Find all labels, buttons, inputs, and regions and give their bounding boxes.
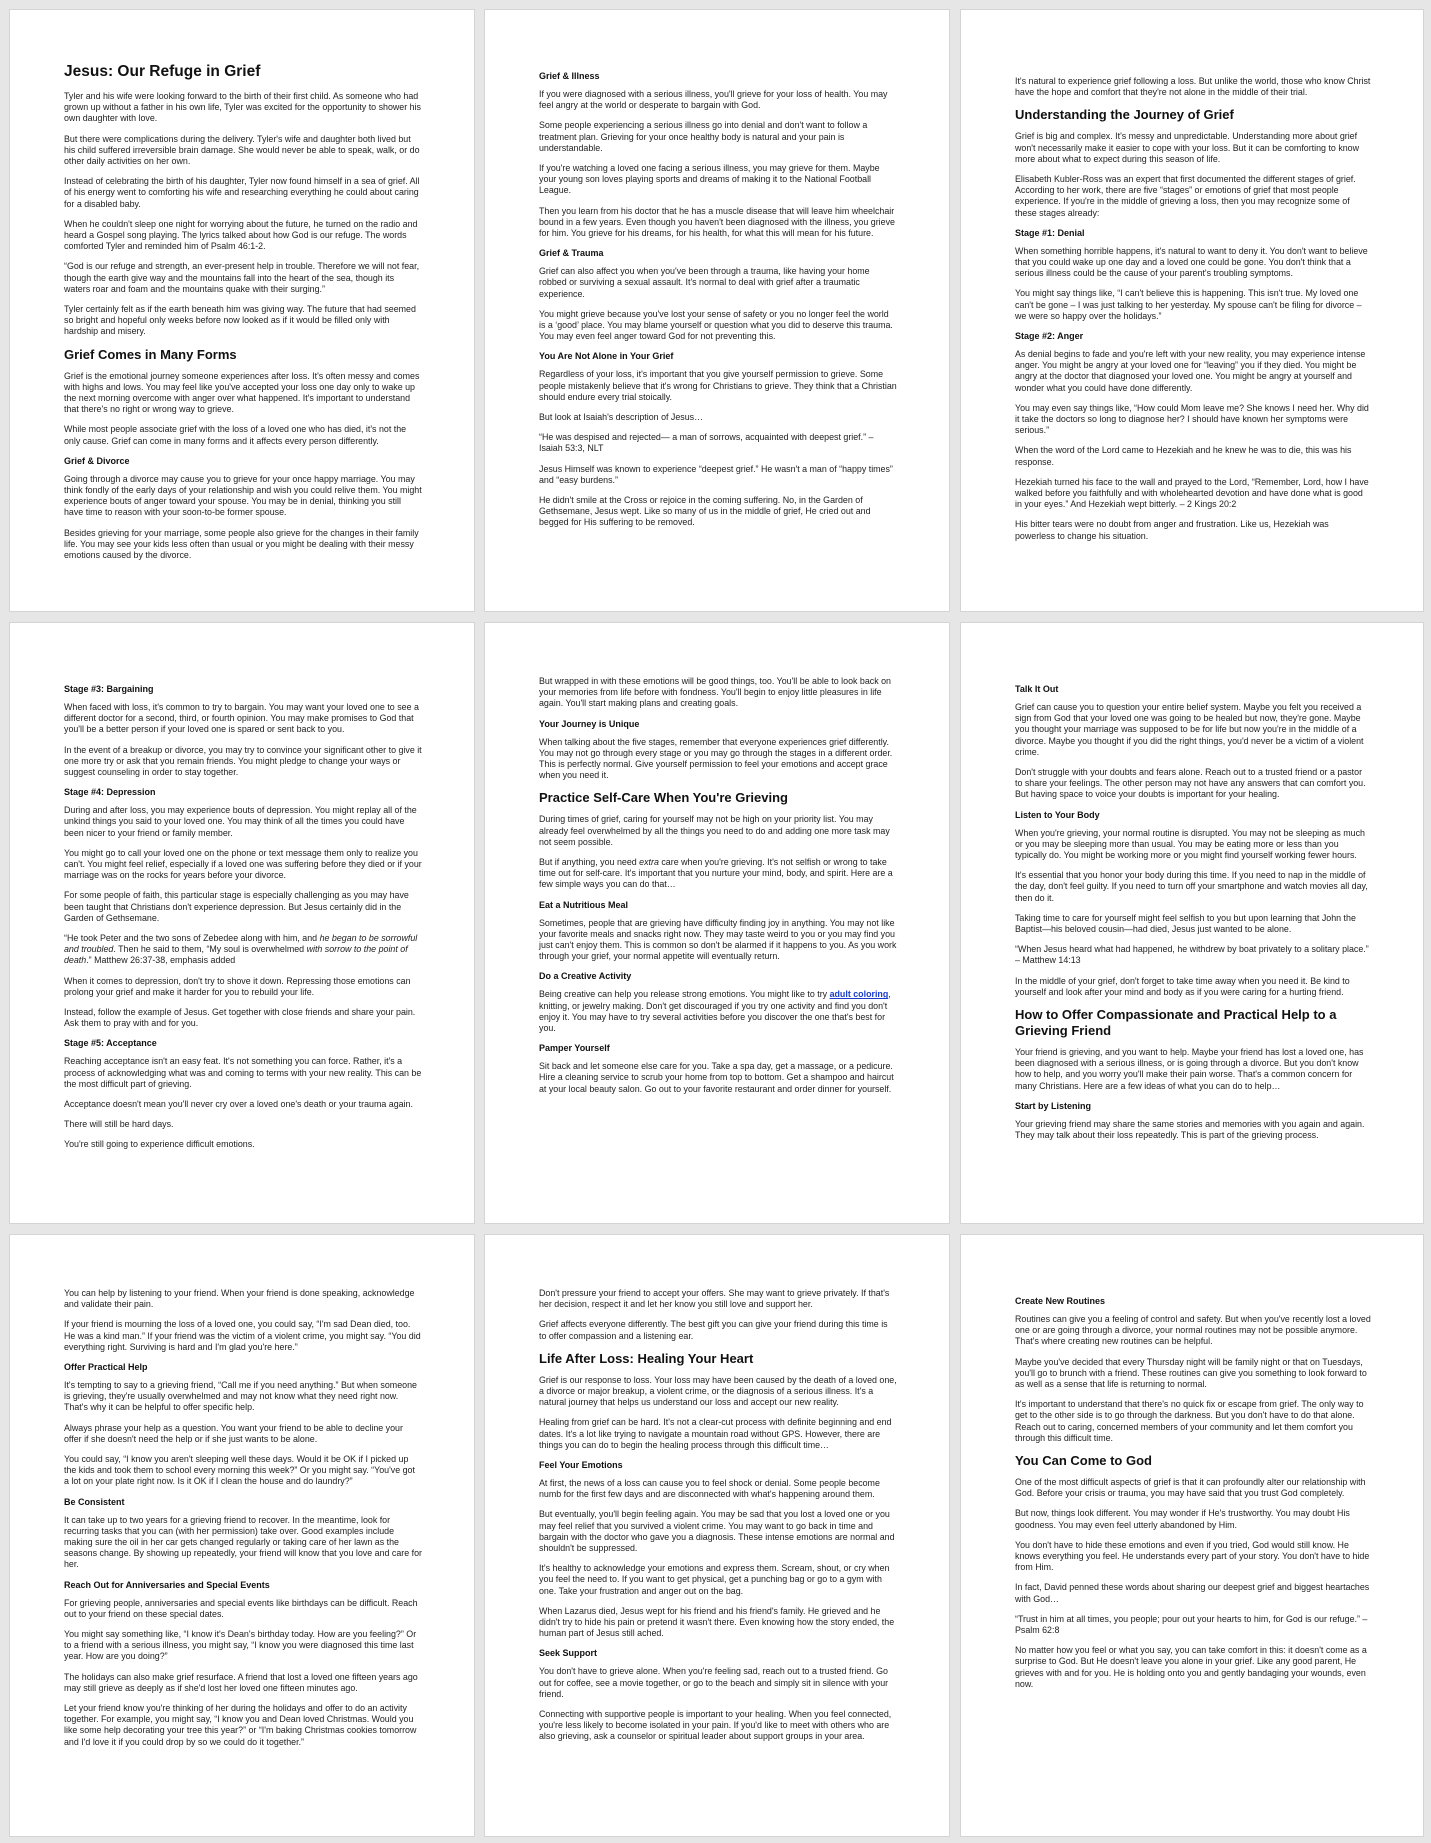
body-paragraph: Jesus Himself was known to experience “deepest grief.” He wasn't a man of “happy times” and “easy burdens.” <box>539 463 893 485</box>
subsection-heading: Your Journey is Unique <box>539 718 640 729</box>
body-paragraph: But there were complications during the delivery. Tyler's wife and daughter both lived but his child suffered irreversible brain damage. She would never be able to speak, walk, or do other daily activities on her own. <box>64 133 420 167</box>
body-paragraph: Acceptance doesn't mean you'll never cry over a loved one's death or your trauma again. <box>64 1099 413 1110</box>
section-heading: Life After Loss: Healing Your Heart <box>539 1350 754 1366</box>
subsection-heading: Grief & Divorce <box>64 455 130 466</box>
body-paragraph: Healing from grief can be hard. It's not a clear-cut process with definite beginning and end dates. It's a lot like trying to navigate a mountain road without GPS. However, there are things you can do to begin the healing process through this difficult time… <box>539 1417 892 1450</box>
body-paragraph: When you're grieving, your normal routine is disrupted. You may not be sleeping as much or you may be sleeping more than usual. You may be eating more or less than you typically do. You might be working more or you might find yourself working fewer hours. <box>1015 827 1365 861</box>
subsection-heading: Eat a Nutritious Meal <box>539 899 629 910</box>
body-paragraph: You might say things like, “I can't believe this is happening. This isn't true. My loved one can't be gone – I was just talking to her yesterday. My spouse can't be filing for divorce – we were so happy over the holidays.” <box>1015 288 1362 321</box>
body-paragraph: When the word of the Lord came to Hezekiah and he knew he was to die, this was his response. <box>1015 445 1352 467</box>
document-title: Jesus: Our Refuge in Grief <box>64 63 261 80</box>
subsection-heading: Talk It Out <box>1015 684 1059 694</box>
body-paragraph: Regardless of your loss, it's important that you give yourself permission to grieve. Some people mistakenly believe that it's wrong for Christians to grieve. They think that a Christian should endure every trial stoically. <box>539 369 897 402</box>
document-page-9 <box>960 1234 1424 1837</box>
body-paragraph: When something horrible happens, it's natural to want to deny it. You don't want to believe that you could wake up one day and a loved one could be gone. You don't think that a serious illness could be the cause of your parent's troubling symptoms. <box>1015 245 1368 279</box>
body-paragraph: When talking about the five stages, remember that everyone experiences grief differently. You may not go through every stage or you may go through the stages in a different order. This is perfectly normal. Give yourself permission to feel your emotions and accept grace when you need it. <box>539 736 893 781</box>
body-paragraph: You may even say things like, “How could Mom leave me? She knows I need her. Why did it take the doctors so long to diagnose her? I should have known her symptoms were serious.” <box>1015 402 1369 436</box>
body-paragraph: He didn't smile at the Cross or rejoice in the coming suffering. No, in the Garden of Gethsemane, Jesus wept. Like so many of us in the middle of grief, He cried out and begged for His suffering to be removed. <box>539 495 871 528</box>
body-paragraph: You can help by listening to your friend. When your friend is done speaking, acknowledge and validate their pain. <box>64 1288 415 1310</box>
body-paragraph: Grief is the emotional journey someone experiences after loss. It's often messy and comes with highs and lows. You may feel like you've accepted your loss one day only to wake up the next morning overcome with anger over what happened. It's important to understand that there's no right or wrong way to grieve. <box>64 370 420 415</box>
body-paragraph: Don't struggle with your doubts and fears alone. Reach out to a trusted friend or a pastor to share your feelings. The other person may not have any answers that can comfort you. But having space to voice your doubts is important for your healing. <box>1015 767 1366 800</box>
subsection-heading: Seek Support <box>539 1648 598 1659</box>
body-paragraph: But look at Isaiah's description of Jesus… <box>539 412 703 423</box>
subsection-heading: Stage #1: Denial <box>1015 227 1085 238</box>
subsection-heading: Stage #5: Acceptance <box>64 1038 157 1049</box>
body-paragraph: When faced with loss, it's common to try to bargain. You may want your loved one to see a different doctor for a second, third, or fourth opinion. You may make promises to God that you'll be a better person if your loved one is spared or sent back to you. <box>64 702 419 735</box>
body-paragraph: Let your friend know you're thinking of her during the holidays and offer to do an activity together. For example, you might say, “I know you and Dean loved Christmas. Would you like some help decorating your tree this year?” or “I'm baking Christmas cookies tomorrow and I'd love it if you could drop by so we could do it together.” <box>64 1703 417 1747</box>
section-heading: Grief Comes in Many Forms <box>64 346 237 362</box>
subsection-heading: Be Consistent <box>64 1496 125 1507</box>
body-paragraph: Connecting with supportive people is important to your healing. When you feel connected, you're less likely to become isolated in your pain. If you'd like to meet with others who are also grieving, ask a counselor or spiritual leader about support groups in your area. <box>539 1709 892 1742</box>
page-content <box>64 63 422 570</box>
subsection-heading: Start by Listening <box>1015 1100 1092 1111</box>
subsection-heading: Do a Creative Activity <box>539 971 632 982</box>
body-paragraph: “He took Peter and the two sons of Zebedee along with him, and he began to be sorrowful and troubled. Then he said to them, “My soul is overwhelmed with sorrow to the point of death.” Matthew 26:37-38, emphasis added <box>64 933 418 966</box>
body-paragraph: You could say, “I know you aren't sleeping well these days. Would it be OK if I picked up the kids and took them to school every morning this week?” Or you might say. “You've got a lot on your plate right now. Is it OK if I clean the house and do laundry?” <box>64 1454 415 1487</box>
page-content <box>539 676 897 1104</box>
subsection-heading: Pamper Yourself <box>539 1043 610 1054</box>
body-paragraph: It's important to understand that there's no quick fix or escape from grief. The only way to get to the other side is to go through the darkness. But you don't have to do that alone. Reach out to caring, concerned members of your community and let them comfort you through this difficult time. <box>1015 1399 1364 1443</box>
body-paragraph: Hezekiah turned his face to the wall and prayed to the Lord, “Remember, Lord, how I have walked before you faithfully and with wholehearted devotion and have done what is good in your eyes.” And Hezekiah wept bitterly. – 2 Kings 20:2 <box>1015 476 1369 510</box>
body-paragraph: Going through a divorce may cause you to grieve for your once happy marriage. You may think fondly of the early days of your relationship and wish you could relive them. You might experience bouts of anger toward your spouse. You may be in denial, thinking you still have time to reason with your soon-to-be former spouse. <box>64 473 422 518</box>
subsection-heading: Grief & Trauma <box>539 248 604 259</box>
body-paragraph: Instead of celebrating the birth of his daughter, Tyler now found himself in a sea of grief. All of his energy went to comforting his wife and researching everything he could about caring for a disabled baby. <box>64 176 420 209</box>
subsection-heading: Listen to Your Body <box>1015 809 1100 820</box>
body-paragraph: If your friend is mourning the loss of a loved one, you could say, “I'm sad Dean died, too. He was a kind man.” If your friend was the victim of a violent crime, you might say. “You did everything right. Surviving is hard and I'm glad you're here.” <box>64 1319 421 1352</box>
body-paragraph: Taking time to care for yourself might feel selfish to you but upon learning that John the Baptist—his beloved cousin—had died, Jesus just wanted to be alone. <box>1015 912 1356 935</box>
subsection-heading: Stage #4: Depression <box>64 787 156 798</box>
subsection-heading: Stage #3: Bargaining <box>64 684 154 694</box>
body-paragraph: But wrapped in with these emotions will be good things, too. You'll be able to look back on your memories from life before with fondness. You'll begin to enjoy little pleasures in life again. You'll start making plans and creating goals. <box>539 676 891 709</box>
section-heading: Practice Self-Care When You're Grieving <box>539 790 788 806</box>
body-paragraph: No matter how you feel or what you say, you can take comfort in this: it doesn't come as a surprise to God. But He doesn't leave you alone in your grief. Like any good parent, He grieves with and for you. He is holding onto you and gently bandaging your wounds, even now. <box>1015 1645 1367 1689</box>
body-paragraph: Grief can cause you to question your entire belief system. Maybe you felt you received a sign from God that your loved one was going to be healed but now, they're gone. Maybe you thought your marriage was supposed to be for life but now you're in the middle of a divorce. Maybe you thought if you did the right things, you'd never be a victim of a violent crime. <box>1015 702 1364 757</box>
body-paragraph: For some people of faith, this particular stage is especially challenging as you may have been taught that Christians don't experience depression. But Jesus certainly did in the Garden of Gethsemane. <box>64 890 409 923</box>
body-paragraph: It's healthy to acknowledge your emotions and express them. Scream, shout, or cry when you feel the need to. If you want to get physical, get a punching bag or go to a gym with one. Take your frustration and anger out on the bag. <box>539 1563 890 1596</box>
body-paragraph: You don't have to grieve alone. When you're feeling sad, reach out to a trusted friend. Go out for coffee, see a movie together, or go to the beach and simply sit in silence with your friend. <box>539 1666 889 1699</box>
document-page-6 <box>960 622 1424 1224</box>
document-page-3 <box>960 9 1424 612</box>
body-paragraph: “When Jesus heard what had happened, he withdrew by boat privately to a solitary place.” – Matthew 14:13 <box>1015 944 1369 966</box>
body-paragraph: Maybe you've decided that every Thursday night will be family night or that on Tuesdays, you'll go to brunch with a friend. These routines can give you something to look forward to as well as a sense that life is returning to normal. <box>1015 1356 1367 1390</box>
body-paragraph: In the middle of your grief, don't forget to take time away when you need it. Be kind to yourself and look after your mind and body as if you were caring for a hurting friend. <box>1015 975 1350 997</box>
body-paragraph: As denial begins to fade and you're left with your new reality, you may experience intense anger. You might be angry at your loved one for “leaving” you if they died. You might be angry at the doctor that diagnosed your loved one. You might be angry at yourself and wonder what you could have done differently. <box>1015 349 1366 393</box>
body-paragraph: “God is our refuge and strength, an ever-present help in trouble. Therefore we will not fear, though the earth give way and the mountains fall into the heart of the sea, though its waters roar and foam and the mountains quake with their surging.” <box>64 261 420 294</box>
body-paragraph: When Lazarus died, Jesus wept for his friend and his friend's family. He grieved and he didn't try to hide his pain or pretend it wasn't there. Even knowing how the story ended, the human part of Jesus still ached. <box>539 1605 895 1639</box>
body-paragraph: His bitter tears were no doubt from anger and frustration. Like us, Hezekiah was powerless to change his situation. <box>1015 519 1329 541</box>
body-paragraph: The holidays can also make grief resurface. A friend that lost a loved one fifteen years ago may still grieve as deeply as if she'd lost her loved one fifteen minutes ago. <box>64 1671 418 1693</box>
body-paragraph: Routines can give you a feeling of control and safety. But when you've recently lost a loved one or are going through a divorce, your normal routines may not be possible anymore. That's where creating new routines can be helpful. <box>1015 1314 1371 1347</box>
subsection-heading: Feel Your Emotions <box>539 1460 623 1471</box>
body-paragraph: You're still going to experience difficult emotions. <box>64 1139 255 1150</box>
section-heading: How to Offer Compassionate and Practical Help to a Grieving Friend <box>1015 1007 1337 1039</box>
body-paragraph: Your friend is grieving, and you want to help. Maybe your friend has lost a loved one, has been diagnosed with a serious illness, or is going through a divorce. But you don't know how to help, and you worry you'll make their pain worse. That's a common concern for many Christians. Here are a few ideas of what you can do to help… <box>1015 1047 1364 1091</box>
body-paragraph: Always phrase your help as a question. You want your friend to be able to decline your offer if she doesn't need the help or if she just wants to be alone. <box>64 1422 403 1444</box>
body-paragraph: Some people experiencing a serious illness go into denial and don't want to follow a treatment plan. Grieving for your once healthy body is natural and your pain is understandable. <box>539 120 868 153</box>
body-paragraph: Grief is big and complex. It's messy and unpredictable. Understanding more about grief won't necessarily make it easier to cope with your loss. But it can be comforting to know more about what to expect during this season of life. <box>1015 131 1360 164</box>
body-paragraph: Besides grieving for your marriage, some people also grieve for the changes in their family life. You may see your kids less often than usual or you might be dealing with their messy emotions caused by the divorce. <box>64 527 419 561</box>
body-paragraph: It's tempting to say to a grieving friend, “Call me if you need anything.” But when someone is grieving, they're usually overwhelmed and may not know what they need right now. That's why it can be helpful to offer specific help. <box>64 1380 417 1413</box>
body-paragraph: Sometimes, people that are grieving have difficulty finding joy in anything. You may not like your favorite meals and snacks right now. They may taste weird to you or you may find you just can't enjoy them. This is common so don't be alarmed if it happens to you. As you work through your grief, your normal appetite will eventually return. <box>539 917 897 962</box>
body-paragraph: When it comes to depression, don't try to shove it down. Repressing those emotions can prolong your grief and make it harder for you to rebuild your life. <box>64 975 411 997</box>
body-paragraph: It's essential that you honor your body during this time. If you need to nap in the middle of the day, don't feel guilty. If you need to turn off your smartphone and watch movies all day, then do it. <box>1015 870 1368 903</box>
body-paragraph: While most people associate grief with the loss of a loved one who has died, it's not the only cause. Grief can come in many forms and it affects every person differently. <box>64 424 407 446</box>
body-paragraph: Grief affects everyone differently. The best gift you can give your friend during this time is to offer compassion and a listening ear. <box>539 1319 888 1341</box>
body-paragraph: When he couldn't sleep one night for worrying about the future, he turned on the radio and heard a Gospel song playing. The lyrics talked about how God is our refuge. The words comforted Tyler and reminded him of Psalm 46:1-2. <box>64 218 418 252</box>
body-paragraph: If you're watching a loved one facing a serious illness, you may grieve for them. Maybe your young son loves playing sports and dreams of making it to the National Football League. <box>539 163 880 196</box>
section-heading: Understanding the Journey of Grief <box>1015 107 1234 123</box>
body-paragraph: Don't pressure your friend to accept your offers. She may want to grieve privately. If that's her decision, respect it and let her know you still love and support her. <box>539 1288 890 1310</box>
subsection-heading: Offer Practical Help <box>64 1362 148 1373</box>
body-paragraph: “Trust in him at all times, you people; pour out your hearts to him, for God is our refuge.” – Psalm 62:8 <box>1015 1613 1368 1636</box>
page-content <box>1015 76 1371 551</box>
body-paragraph: At first, the news of a loss can cause you to feel shock or denial. Some people become numb for the first few days and are disconnected with what's happening around them. <box>539 1478 880 1500</box>
page-content <box>64 676 422 1160</box>
body-paragraph: Then you learn from his doctor that he has a muscle disease that will leave him wheelchair bound in a few years. Even though you haven't been diagnosed with the illness, you grieve for him. You grieve for his dreams, for his health, for what this will mean for his future. <box>539 205 895 239</box>
body-paragraph: During and after loss, you may experience bouts of depression. You might replay all of the unkind things you said to your loved one. You may think of all the times you could have been nicer to your friend or family member. <box>64 805 417 838</box>
subsection-heading: Stage #2: Anger <box>1015 331 1084 342</box>
page-content <box>539 1288 897 1752</box>
body-paragraph: Sit back and let someone else care for you. Take a spa day, get a massage, or a pedicure. Hire a cleaning service to scrub your home from top to bottom. Get a shampoo and haircut at your local beauty salon. Go out to your favorite restaurant and order dinner for yourself. <box>539 1061 894 1094</box>
body-paragraph: Your grieving friend may share the same stories and memories with you again and again. They may talk about their loss repeatedly. This is part of the grieving process. <box>1015 1118 1365 1141</box>
body-paragraph: You might say something like, “I know it's Dean's birthday today. How are you feeling?” Or to a friend with a serious illness, you might say, “I know you were diagnosed this time last year. How are you doing?” <box>64 1629 417 1662</box>
document-page-4 <box>9 622 475 1224</box>
body-paragraph: For grieving people, anniversaries and special events like birthdays can be difficult. Reach out to your friend on these special dates. <box>64 1597 418 1619</box>
document-page-5 <box>484 622 950 1224</box>
document-page-1 <box>9 9 475 612</box>
document-page-2 <box>484 9 950 612</box>
body-paragraph: One of the most difficult aspects of grief is that it can profoundly alter our relationship with God. Before your crisis or trauma, you may have said that you trust God completely. <box>1015 1477 1366 1499</box>
body-paragraph: Elisabeth Kubler-Ross was an expert that first documented the different stages of grief. According to her work, there are five “stages” or emotions of grief that most people experience. If you're in the middle of grieving a loss, then you may recognize some of these stages already: <box>1015 174 1356 218</box>
body-paragraph: It's natural to experience grief following a loss. But unlike the world, those who know Christ have the hope and comfort that they're not alone in the middle of their trial. <box>1015 76 1371 98</box>
page-content <box>539 63 897 538</box>
body-paragraph: You might go to call your loved one on the phone or text message them only to realize you can't. You might feel relief, especially if a loved one was suffering before they died or if your marriage was on the rocks for years before your divorce. <box>64 847 422 881</box>
body-paragraph: Grief can also affect you when you've been through a trauma, like having your home robbed or surviving a sexual assault. It's normal to deal with grief after a traumatic experience. <box>539 266 870 299</box>
document-page-7 <box>9 1234 475 1837</box>
body-paragraph: If you were diagnosed with a serious illness, you'll grieve for your loss of health. You may feel angry at the world or desperate to bargain with God. <box>539 89 888 111</box>
subsection-heading: Create New Routines <box>1015 1296 1106 1306</box>
body-paragraph: Tyler and his wife were looking forward to the birth of their first child. As someone who had grown up without a father in his own life, Tyler was excited for the opportunity to shower his own daughter with love. <box>64 91 421 124</box>
body-paragraph: It can take up to two years for a grieving friend to recover. In the meantime, look for recurring tasks that you can (with her permission) take over. Good examples include making sure the oil in her car gets changed regularly or taking care of her lawn as the seasons change. By showing up repeatedly, your friend will know that you love and care for her. <box>64 1514 422 1570</box>
body-paragraph: There will still be hard days. <box>64 1119 174 1130</box>
subsection-heading: Reach Out for Anniversaries and Special Events <box>64 1579 270 1590</box>
body-paragraph: “He was despised and rejected— a man of sorrows, acquainted with deepest grief.” – Isaiah 53:3, NLT <box>539 432 874 454</box>
body-paragraph: Tyler certainly felt as if the earth beneath him was giving way. The future that had seemed so bright and hopeful only weeks before now looked as if it would be filled only with hardship and misery. <box>64 304 416 337</box>
document-page-8 <box>484 1234 950 1837</box>
body-paragraph: Being creative can help you release strong emotions. You might like to try adult coloring, knitting, or jewelry making. Don't get discouraged if you try one activity and find you don't enjoy it. You may have to try several activities before you discover the one that's best for you. <box>539 989 891 1034</box>
body-paragraph: But if anything, you need extra care when you're grieving. It's not selfish or wrong to take time out for self-care. It's important that you nurture your mind, body, and spirit. Here are a few simple ways you can do that… <box>539 857 893 890</box>
page-content <box>1015 676 1371 1150</box>
body-paragraph: But now, things look different. You may wonder if He's trustworthy. You may doubt His goodness. You may even feel utterly abandoned by Him. <box>1015 1508 1350 1530</box>
body-paragraph: In fact, David penned these words about sharing our deepest grief and biggest heartaches with God… <box>1015 1582 1370 1604</box>
subsection-heading: You Are Not Alone in Your Grief <box>539 351 674 362</box>
body-paragraph: During times of grief, caring for yourself may not be high on your priority list. You may already feel overwhelmed by all the things you need to do and adding one more task may not seem possible. <box>539 814 890 847</box>
body-paragraph: Grief is our response to loss. Your loss may have been caused by the death of a loved one, a divorce or major breakup, a violent crime, or the diagnosis of a serious illness. It's a natural journey that helps us understand our loss and accept our new reality. <box>539 1374 897 1408</box>
body-paragraph: But eventually, you'll begin feeling again. You may be sad that you lost a loved one or you may feel relief that you survived a violent crime. You may want to go back in time and bargain with the doctor who gave you a diagnosis. These intense emotions are normal and shouldn't be suppressed. <box>539 1509 895 1554</box>
body-paragraph: You might grieve because you've lost your sense of safety or you no longer feel the world is a ‘good’ place. You may blame yourself or question what you did to deserve this trauma. You may even feel anger toward God for not preventing this. <box>539 308 893 342</box>
body-paragraph: You don't have to hide these emotions and even if you tried, God would still know. He knows everything you feel. He understands every part of your story. You don't have to hide from Him. <box>1015 1539 1370 1573</box>
adult-coloring-link[interactable]: adult coloring <box>829 989 889 1000</box>
page-content <box>64 1288 422 1757</box>
body-paragraph: Instead, follow the example of Jesus. Get together with close friends and share your pain. Ask them to pray with and for you. <box>64 1007 416 1029</box>
body-paragraph: In the event of a breakup or divorce, you may try to convince your significant other to give it one more try or ask that you remain friends. You might pledge to change your ways or suggest counseling in order to stay together. <box>64 744 422 778</box>
section-heading: You Can Come to God <box>1015 1453 1152 1469</box>
body-paragraph: Reaching acceptance isn't an easy feat. It's not something you can force. Rather, it's a process of acknowledging what was and coming to terms with your new reality. This can be the most difficult part of grieving. <box>64 1056 422 1089</box>
page-content <box>1015 1288 1371 1699</box>
subsection-heading: Grief & Illness <box>539 71 600 81</box>
